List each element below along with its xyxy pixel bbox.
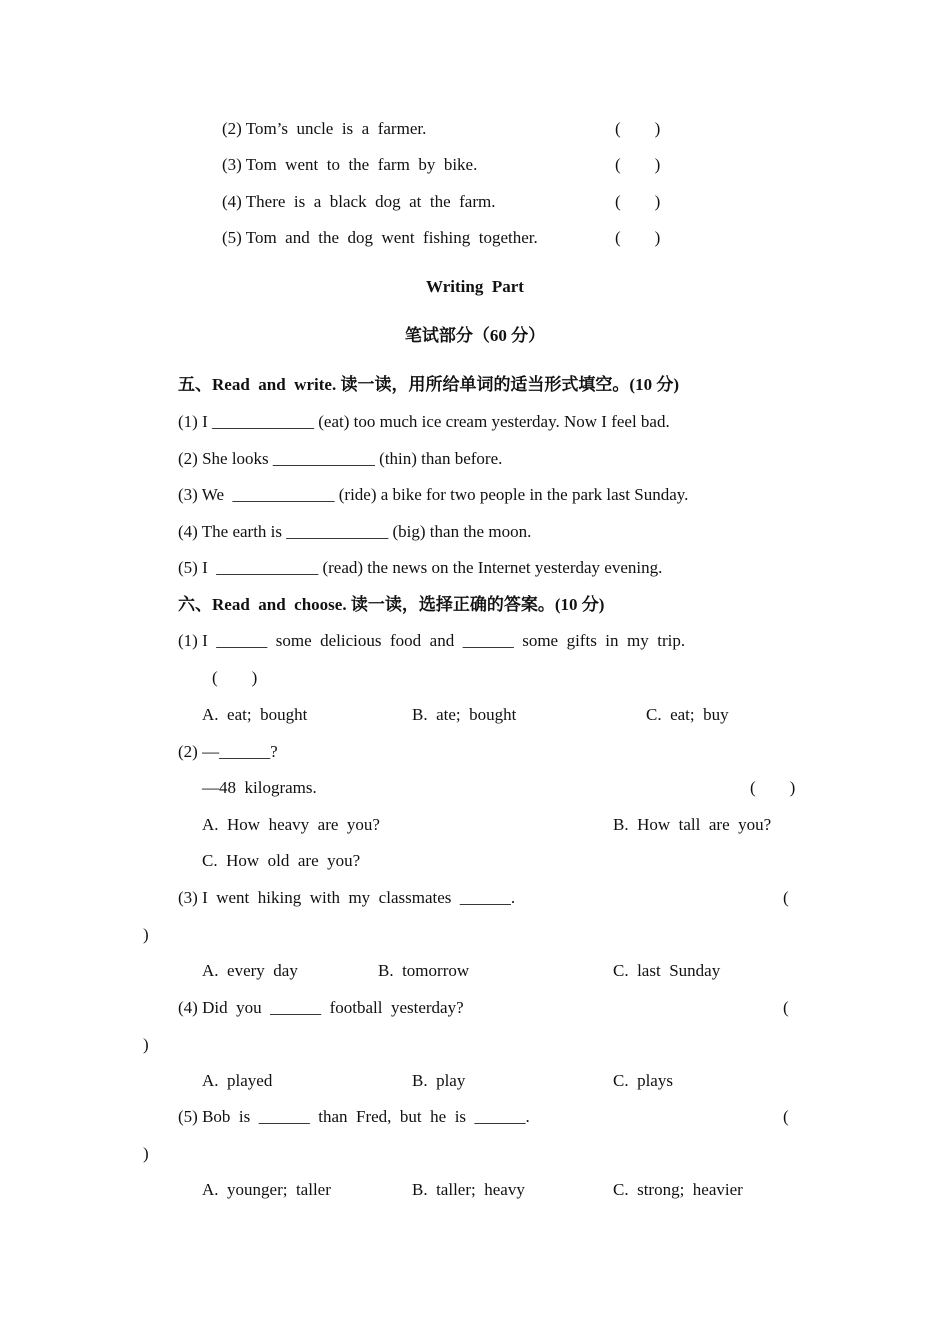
answer-paren: ( ) <box>615 192 661 211</box>
tf-item-2: (2) Tom’s uncle is a farmer. <box>222 119 427 138</box>
s5-item-4: (4) The earth is ____________ (big) than the moon. <box>178 522 532 541</box>
s6-q1-stem: (1) I ______ some delicious food and ______ some gifts in my trip. <box>178 631 686 650</box>
s6-q3-stem: (3) I went hiking with my classmates ______. <box>178 888 516 907</box>
s6-q5-option-c: C. strong; heavier <box>613 1180 743 1199</box>
answer-paren: ( ) <box>615 228 661 247</box>
part-title: Writing Part <box>426 277 524 296</box>
s6-q2-option-c: C. How old are you? <box>202 851 361 870</box>
s6-q2-option-b: B. How tall are you? <box>613 815 772 834</box>
answer-paren-close: ) <box>143 1144 149 1163</box>
s5-item-5: (5) I ____________ (read) the news on the Internet yesterday evening. <box>178 558 663 577</box>
answer-paren: ( ) <box>212 668 258 687</box>
section-5-heading: 五、Read and write. 读一读，用所给单词的适当形式填空。(10 分) <box>178 375 680 394</box>
answer-paren: ( ) <box>615 155 661 174</box>
s6-q1-option-b: B. ate; bought <box>412 705 517 724</box>
answer-paren-close: ) <box>143 925 149 944</box>
s5-item-2: (2) She looks ____________ (thin) than before. <box>178 449 503 468</box>
answer-paren-open: ( <box>783 888 789 907</box>
s6-q2-option-a: A. How heavy are you? <box>202 815 380 834</box>
s6-q5-option-b: B. taller; heavy <box>412 1180 525 1199</box>
answer-paren-close: ) <box>143 1035 149 1054</box>
s6-q1-option-a: A. eat; bought <box>202 705 308 724</box>
s5-item-3: (3) We ____________ (ride) a bike for two people in the park last Sunday. <box>178 485 689 504</box>
s6-q3-option-a: A. every day <box>202 961 298 980</box>
s5-item-1: (1) I ____________ (eat) too much ice cream yesterday. Now I feel bad. <box>178 412 670 431</box>
section-6-heading: 六、Read and choose. 读一读，选择正确的答案。(10 分) <box>178 595 605 614</box>
s6-q3-option-c: C. last Sunday <box>613 961 721 980</box>
answer-paren: ( ) <box>615 119 661 138</box>
s6-q2-answer-line: —48 kilograms. <box>202 778 317 797</box>
s6-q4-option-b: B. play <box>412 1071 466 1090</box>
tf-item-3: (3) Tom went to the farm by bike. <box>222 155 478 174</box>
s6-q1-option-c: C. eat; buy <box>646 705 729 724</box>
s6-q5-option-a: A. younger; taller <box>202 1180 331 1199</box>
s6-q4-option-c: C. plays <box>613 1071 673 1090</box>
tf-item-5: (5) Tom and the dog went fishing together. <box>222 228 538 247</box>
s6-q4-option-a: A. played <box>202 1071 273 1090</box>
part-subtitle: 笔试部分（60 分） <box>404 326 546 345</box>
answer-paren-open: ( <box>783 1107 789 1126</box>
answer-paren: ( ) <box>750 778 796 797</box>
s6-q4-stem: (4) Did you ______ football yesterday? <box>178 998 464 1017</box>
s6-q3-option-b: B. tomorrow <box>378 961 470 980</box>
s6-q5-stem: (5) Bob is ______ than Fred, but he is ______. <box>178 1107 530 1126</box>
answer-paren-open: ( <box>783 998 789 1017</box>
tf-item-4: (4) There is a black dog at the farm. <box>222 192 496 211</box>
s6-q2-stem: (2) —______? <box>178 742 278 761</box>
